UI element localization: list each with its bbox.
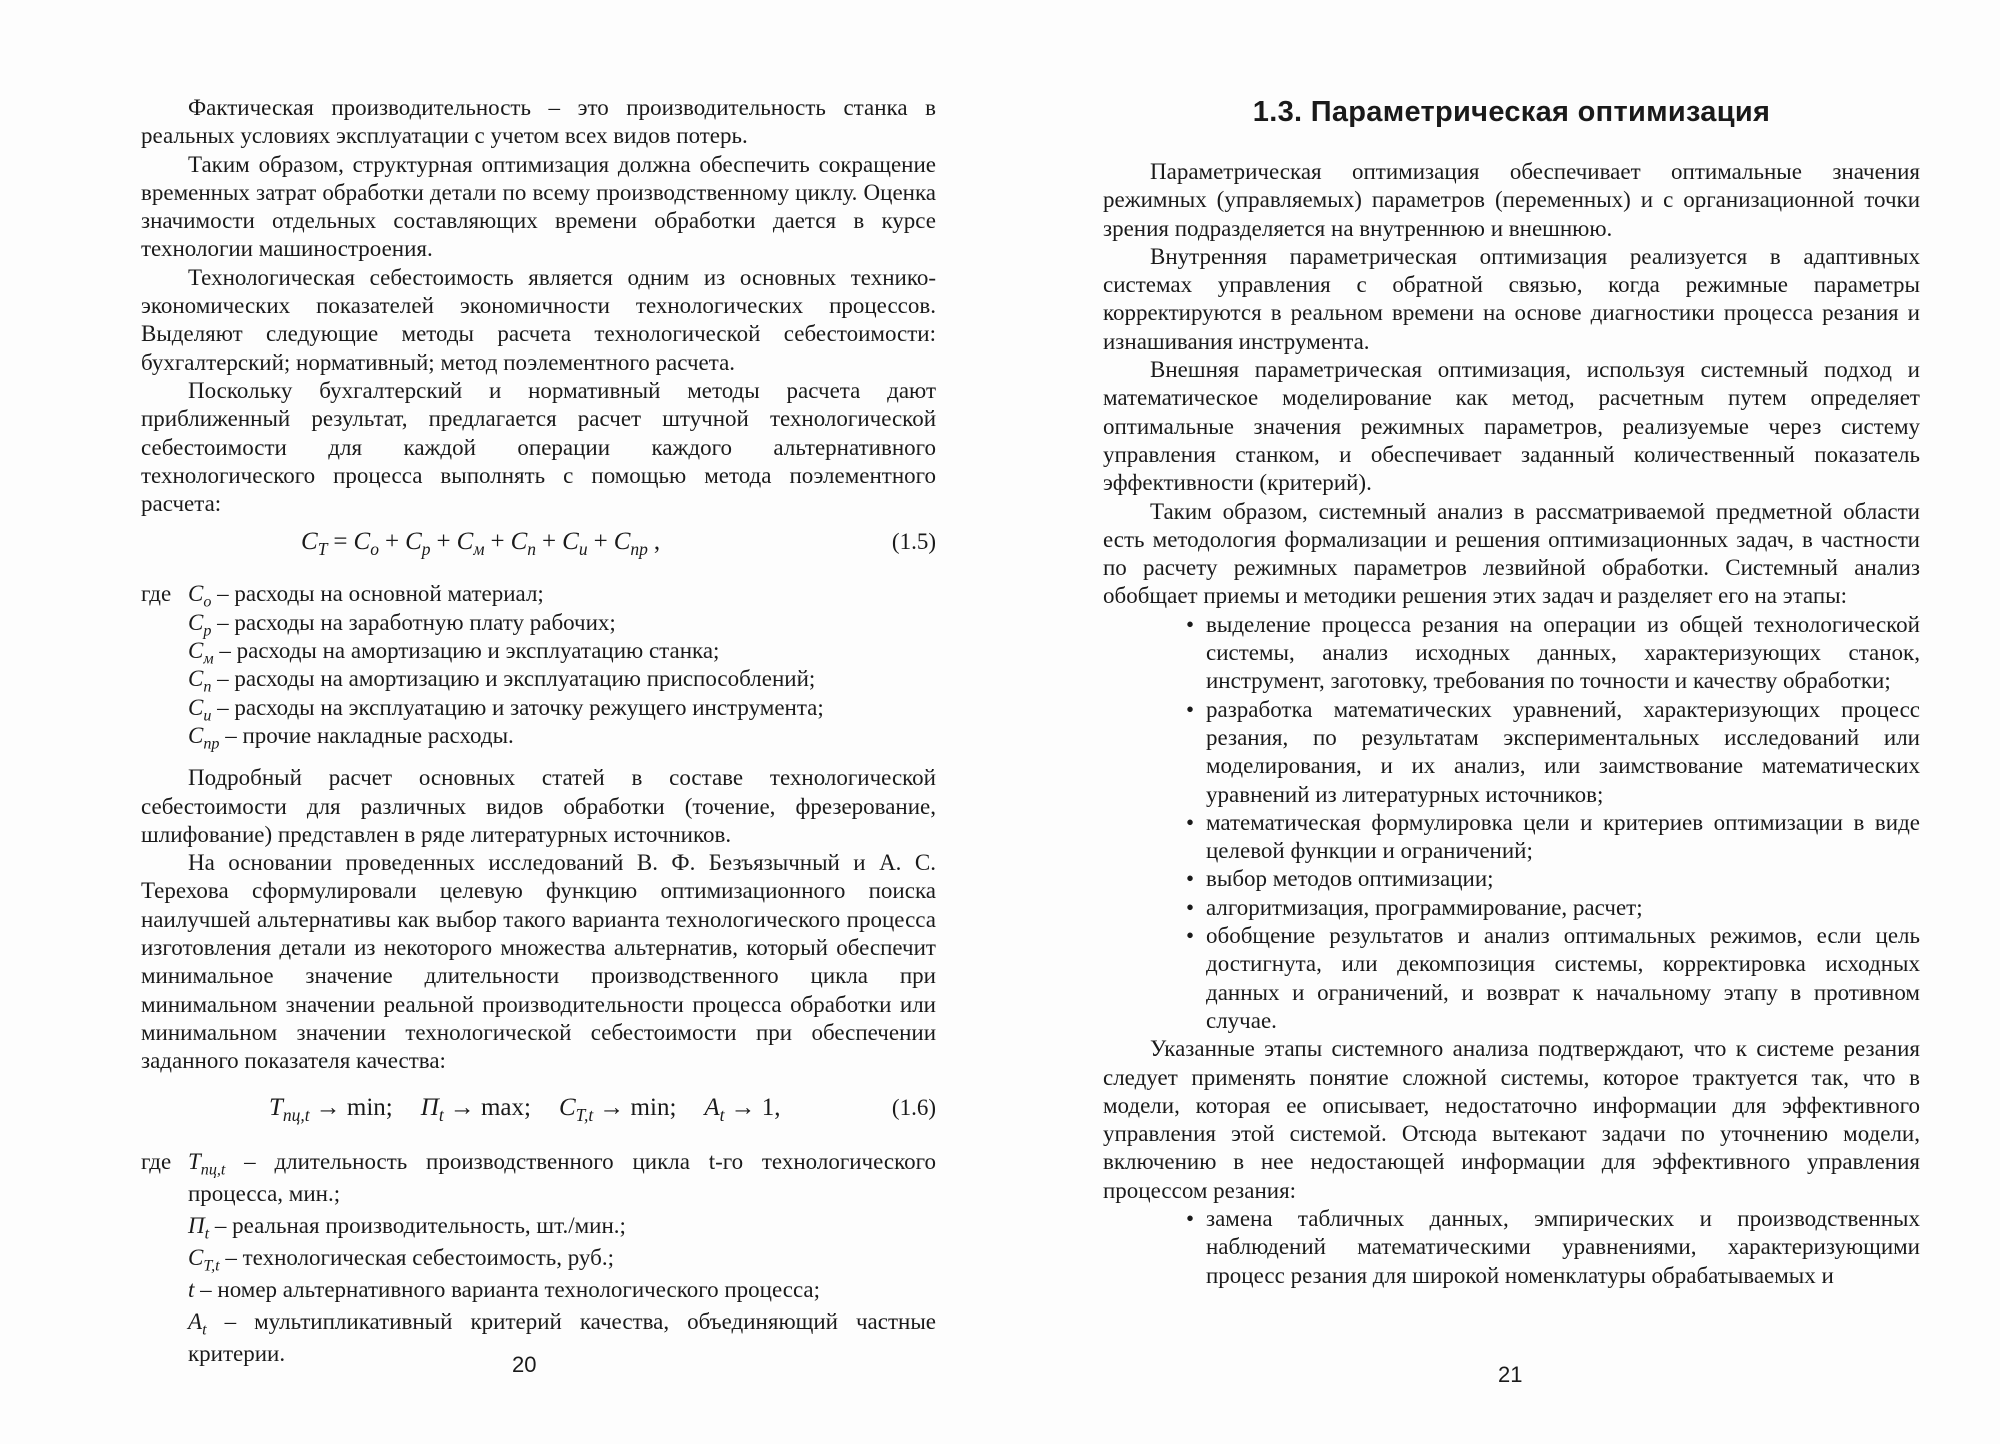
math-symbol: $C_и$ bbox=[188, 694, 212, 725]
definition-text: – длительность производственного цикла t-го технологического процесса, мин.; bbox=[188, 1148, 936, 1206]
bullet-icon: • bbox=[1186, 611, 1195, 637]
definition-text: – расходы на эксплуатацию и заточку режущего инструмента; bbox=[211, 694, 824, 720]
math-operator: → min; bbox=[315, 1093, 393, 1121]
section-title: 1.3. Параметрическая оптимизация bbox=[1252, 96, 1771, 128]
math-symbol: $A_t$ bbox=[704, 1093, 725, 1125]
math-symbol: $C_{пр}$ bbox=[613, 528, 648, 560]
definition-text: – мультипликативный критерий качества, объединяющий частные критерии. bbox=[188, 1308, 936, 1366]
paragraph: Внешняя параметрическая оптимизация, используя системный подход и математическое моделирование как метод, расчетным путем определяет оптимальные значения режимных параметров, реализуемые через систему управления станком, и обеспечивает заданный количественный показатель эффективности (критерий). bbox=[1103, 357, 1920, 496]
list-item bbox=[1186, 894, 1920, 922]
math-symbol: $C_T$ bbox=[301, 528, 328, 560]
definition-item bbox=[141, 665, 936, 696]
page-number-right: 21 bbox=[1498, 1362, 1523, 1387]
definition-item bbox=[141, 1274, 936, 1306]
math-symbol: $C_{T,t}$ bbox=[188, 1244, 220, 1275]
definition-item bbox=[141, 609, 936, 640]
subscript: м bbox=[203, 650, 214, 668]
bullet-icon: • bbox=[1186, 866, 1195, 892]
bullet-icon: • bbox=[1186, 894, 1195, 920]
paragraph: Указанные этапы системного анализа подтверждают, что к системе резания следует применять понятие сложной системы, которое трактуется так, что в модели, которая ее описывает, недостаточно информации для эффективного управления этой системой. Отсюда вытекают задачи по уточнению модели, включению в нее недостающей информации для эффективного управления процессом резания: bbox=[1103, 1036, 1920, 1203]
bullet-icon: • bbox=[1186, 1205, 1195, 1231]
definition-item bbox=[141, 694, 936, 725]
subscript: п bbox=[203, 678, 212, 696]
subscript: и bbox=[578, 539, 588, 560]
subscript: T,t bbox=[203, 1257, 220, 1275]
list-item bbox=[1186, 922, 1920, 1035]
math-operator: + bbox=[384, 528, 400, 556]
math-operator: + bbox=[436, 528, 451, 556]
definition-item bbox=[141, 580, 936, 612]
equation-number: (1.5) bbox=[891, 529, 936, 555]
definition-item bbox=[141, 1306, 936, 1370]
paragraph: Подробный расчет основных статей в составе технологической себестоимости для различных видов обработки (точение, фрезерование, шлифование) представлен в ряде литературных источников. bbox=[141, 765, 936, 847]
list-item-text: разработка математических уравнений, характеризующих процесс резания, по результатам экспериментальных исследований или моделирования, и их анализ, или заимствование математических уравнений из литературных источников; bbox=[1206, 696, 1920, 807]
definition-item bbox=[141, 637, 936, 668]
definition-text: – технологическая себестоимость, руб.; bbox=[219, 1244, 614, 1270]
definition-text: – реальная производительность, шт./мин.; bbox=[209, 1212, 626, 1238]
math-operator: + bbox=[490, 528, 505, 556]
math-operator: + bbox=[542, 528, 557, 556]
formula-1-5 bbox=[141, 528, 936, 568]
math-operator: , bbox=[653, 528, 661, 556]
math-symbol: $A_t$ bbox=[188, 1308, 207, 1339]
subscript: м bbox=[473, 539, 485, 560]
math-symbol: $C_o$ bbox=[353, 528, 379, 560]
subscript: п bbox=[527, 539, 537, 560]
list-item bbox=[1186, 696, 1920, 809]
subscript: t bbox=[438, 1104, 444, 1125]
formula-expression bbox=[301, 528, 666, 560]
math-symbol: $П_t$ bbox=[188, 1212, 210, 1243]
bullet-icon: • bbox=[1186, 809, 1195, 835]
list-item-text: выбор методов оптимизации; bbox=[1206, 866, 1494, 892]
math-symbol: $C_м$ bbox=[456, 528, 485, 560]
subscript: p bbox=[203, 622, 212, 640]
math-symbol: $C_п$ bbox=[188, 666, 212, 696]
subscript: T bbox=[317, 539, 328, 560]
math-symbol: $C_p$ bbox=[188, 609, 212, 640]
math-symbol: $C_и$ bbox=[562, 528, 588, 560]
list-item-text: алгоритмизация, программирование, расчет; bbox=[1206, 894, 1643, 920]
subscript: пц,t bbox=[282, 1104, 310, 1125]
paragraph: Внутренняя параметрическая оптимизация реализуется в адаптивных системах управления с обратной связью, когда режимные параметры корректируются в реальном времени на основе диагностики процесса резания и изнашивания инструмента. bbox=[1103, 243, 1920, 354]
subscript: t bbox=[202, 1321, 207, 1339]
math-operator: + bbox=[593, 528, 608, 556]
paragraph: Параметрическая оптимизация обеспечивает оптимальные значения режимных (управляемых) параметров (переменных) и с организационной точки зрения подразделяется на внутреннюю и внешнюю. bbox=[1103, 159, 1920, 241]
math-operator: → min; bbox=[599, 1093, 677, 1121]
bullet-icon: • bbox=[1186, 696, 1195, 722]
definition-text: – расходы на амортизацию и эксплуатацию приспособлений; bbox=[211, 666, 816, 692]
bullet-icon: • bbox=[1186, 923, 1195, 949]
math-symbol: $C_п$ bbox=[510, 528, 537, 560]
math-symbol: $C_p$ bbox=[405, 528, 431, 560]
where-label: где bbox=[141, 581, 172, 607]
subscript: o bbox=[370, 539, 379, 560]
definition-text: – расходы на основной материал; bbox=[211, 581, 544, 607]
paragraphs-a bbox=[141, 94, 936, 518]
subscript: p bbox=[421, 539, 431, 560]
math-symbol: t bbox=[188, 1276, 195, 1302]
formula-1-6 bbox=[141, 1094, 936, 1134]
definition-text: – расходы на заработную плату рабочих; bbox=[211, 609, 616, 635]
definitions-1-5 bbox=[141, 580, 936, 753]
definition-text: – прочие накладные расходы. bbox=[219, 722, 514, 748]
paragraph: На основании проведенных исследований В. Ф. Безъязычный и А. С. Терехова сформулировали целевую функцию оптимизационного поиска наилучшей альтернативы как выбор такого варианта технологического процесса изготовления детали из некоторого множества альтернатив, который обеспечит минимальное значение длительности производственного цикла при минимальном значении реальной производительности процесса обработки или минимальном значении технологической себестоимости при обеспечении заданного показателя качества: bbox=[141, 850, 936, 1074]
left-page bbox=[141, 0, 936, 1444]
math-operator: = bbox=[333, 528, 348, 556]
list-item bbox=[1186, 611, 1920, 696]
definition-text: – номер альтернативного варианта технологического процесса; bbox=[194, 1276, 821, 1302]
subscript: и bbox=[203, 707, 212, 725]
formula-expression bbox=[269, 1093, 787, 1125]
subscript: T,t bbox=[575, 1104, 594, 1125]
paragraph: Таким образом, системный анализ в рассматриваемой предметной области есть методология формализации и решения оптимизационных задач, в частности по расчету режимных параметров лезвийной обработки. Системный анализ обобщает приемы и методики решения этих задач и разделяет его на этапы: bbox=[1103, 498, 1920, 609]
list-item-text: обобщение результатов и анализ оптимальных режимов, если цель достигнута, или декомпозиция системы, корректировка исходных данных и ограничений, и возврат к начальному этапу в противном случае. bbox=[1206, 923, 1920, 1033]
subscript: пц,t bbox=[200, 1161, 226, 1179]
math-operator: → 1, bbox=[730, 1093, 781, 1121]
definition-item bbox=[141, 1146, 936, 1210]
list-item bbox=[1186, 809, 1920, 866]
page-number-left: 20 bbox=[512, 1352, 537, 1377]
math-symbol: $C_м$ bbox=[188, 638, 214, 668]
list-item bbox=[1186, 865, 1920, 893]
definition-item bbox=[141, 1210, 936, 1242]
paragraph: Фактическая производительность – это производительность станка в реальных условиях эксплуатации с учетом всех видов потерь. bbox=[141, 95, 936, 149]
subscript: o bbox=[203, 594, 212, 612]
paragraph: Таким образом, структурная оптимизация должна обеспечить сокращение временных затрат обработки детали по всему производственному циклу. Оценка значимости отдельных составляющих времени обработки дается в курсе технологии машиностроения. bbox=[141, 151, 936, 262]
subscript: t bbox=[719, 1104, 725, 1125]
math-operator: → max; bbox=[449, 1093, 531, 1121]
definition-item bbox=[141, 1242, 936, 1274]
math-symbol: $C_{T,t}$ bbox=[558, 1093, 594, 1125]
paragraph: Технологическая себестоимость является одним из основных технико-экономических показателей экономичности технологических процессов. Выделяют следующие методы расчета технологической себестоимости: бухгалтерский; нормативный; метод поэлементного расчета. bbox=[141, 264, 936, 375]
right-page bbox=[1103, 0, 1920, 1444]
math-symbol: $T_{пц,t}$ bbox=[269, 1093, 310, 1125]
list-item-text: выделение процесса резания на операции из общей технологической системы, анализ исходных данных, характеризующих станок, инструмент, заготовку, требования по точности и качеству обработки; bbox=[1206, 611, 1920, 694]
list-item-text: замена табличных данных, эмпирических и производственных наблюдений математическими уравнениями, характеризующими процесс резания для широкой номенклатуры обрабатываемых и bbox=[1206, 1205, 1920, 1288]
subscript: пр bbox=[630, 539, 648, 560]
equation-number: (1.6) bbox=[891, 1094, 936, 1120]
math-symbol: $П_t$ bbox=[420, 1093, 444, 1125]
math-symbol: $T_{пц,t}$ bbox=[188, 1148, 226, 1179]
definition-item bbox=[141, 722, 936, 753]
list-item bbox=[1186, 1205, 1920, 1290]
definition-text: – расходы на амортизацию и эксплуатацию станка; bbox=[213, 638, 720, 664]
math-symbol: $C_{пр}$ bbox=[188, 722, 220, 753]
where-label: где bbox=[141, 1148, 172, 1174]
subscript: t bbox=[204, 1225, 210, 1243]
stages-list bbox=[1103, 611, 1920, 1035]
list-item-text: математическая формулировка цели и критериев оптимизации в виде целевой функции и ограничений; bbox=[1206, 809, 1920, 864]
math-symbol: $C_o$ bbox=[188, 581, 212, 612]
definitions-1-6 bbox=[141, 1146, 936, 1370]
subscript: пр bbox=[203, 735, 220, 753]
paragraph: Поскольку бухгалтерский и нормативный методы расчета дают приближенный результат, предлагается расчет штучной технологической себестоимости для каждой операции каждого альтернативного технологического процесса выполнять с помощью метода поэлементного расчета: bbox=[141, 377, 936, 517]
tasks-list bbox=[1103, 1205, 1920, 1290]
